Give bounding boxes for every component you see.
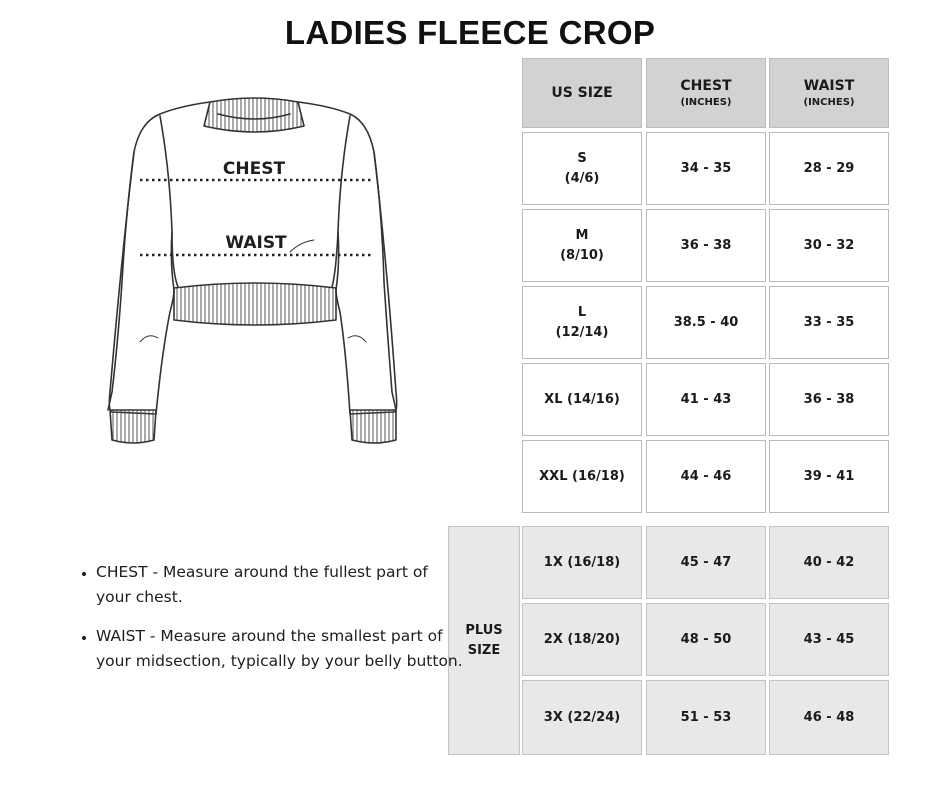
header-chest-unit: (INCHES) xyxy=(680,97,732,108)
size-cell xyxy=(522,286,642,359)
chest-cell xyxy=(646,209,766,282)
size-cell xyxy=(522,603,642,676)
waist-cell xyxy=(769,440,889,513)
chest-value: 51 - 53 xyxy=(680,709,732,725)
chest-cell xyxy=(646,363,766,436)
chest-cell xyxy=(646,680,766,755)
chest-value: 44 - 46 xyxy=(680,468,732,484)
size-sub-label: (8/10) xyxy=(560,247,604,263)
waist-cell xyxy=(769,680,889,755)
waist-value: 43 - 45 xyxy=(803,631,855,647)
size-sub-label: (4/6) xyxy=(564,170,600,186)
chest-cell xyxy=(646,440,766,513)
chest-value: 34 - 35 xyxy=(680,160,732,176)
chest-value: 48 - 50 xyxy=(680,631,732,647)
waist-value: 28 - 29 xyxy=(803,160,855,176)
size-label: S xyxy=(577,150,587,166)
size-sub-label: (12/14) xyxy=(555,324,609,340)
waist-cell xyxy=(769,286,889,359)
chest-value: 45 - 47 xyxy=(680,554,732,570)
waist-value: 36 - 38 xyxy=(803,391,855,407)
measurement-notes xyxy=(78,560,466,688)
header-waist-label: WAIST xyxy=(803,78,855,94)
header-chest xyxy=(646,58,766,128)
chest-value: 38.5 - 40 xyxy=(673,314,739,330)
chest-label: CHEST xyxy=(222,159,286,179)
waist-note: • WAIST - Measure around the smallest part of your midsection, typically by your belly button. xyxy=(96,624,466,674)
waist-value: 46 - 48 xyxy=(803,709,855,725)
size-cell xyxy=(522,209,642,282)
header-waist xyxy=(769,58,889,128)
plus-label-line-2: SIZE xyxy=(467,642,501,658)
chest-cell xyxy=(646,286,766,359)
header-us-size-label: US SIZE xyxy=(551,85,613,101)
plus-label-line-1: PLUS xyxy=(465,622,503,638)
size-cell xyxy=(522,132,642,205)
size-label: 2X (18/20) xyxy=(543,631,621,647)
sweater-illustration xyxy=(100,92,400,452)
page-title: LADIES FLEECE CROP xyxy=(284,14,656,51)
chest-value: 41 - 43 xyxy=(680,391,732,407)
size-label: 1X (16/18) xyxy=(543,554,621,570)
waist-cell xyxy=(769,363,889,436)
size-cell xyxy=(522,440,642,513)
chest-value: 36 - 38 xyxy=(680,237,732,253)
waist-cell xyxy=(769,132,889,205)
chest-cell xyxy=(646,132,766,205)
size-label: M xyxy=(575,227,589,243)
header-chest-label: CHEST xyxy=(680,78,732,94)
header-waist-unit: (INCHES) xyxy=(803,97,855,108)
waist-value: 30 - 32 xyxy=(803,237,855,253)
header-us-size xyxy=(522,58,642,128)
size-label: L xyxy=(577,304,587,320)
waist-value: 33 - 35 xyxy=(803,314,855,330)
waist-label: WAIST xyxy=(225,233,287,253)
size-label: XXL (16/18) xyxy=(539,468,625,484)
size-cell xyxy=(522,680,642,755)
waist-value: 40 - 42 xyxy=(803,554,855,570)
chest-cell xyxy=(646,526,766,599)
waist-cell xyxy=(769,603,889,676)
chest-cell xyxy=(646,603,766,676)
size-label: 3X (22/24) xyxy=(543,709,621,725)
waist-cell xyxy=(769,209,889,282)
size-cell xyxy=(522,363,642,436)
size-cell xyxy=(522,526,642,599)
waist-value: 39 - 41 xyxy=(803,468,855,484)
waist-cell xyxy=(769,526,889,599)
size-label: XL (14/16) xyxy=(544,391,620,407)
chest-note: • CHEST - Measure around the fullest part of your chest. xyxy=(96,560,466,610)
